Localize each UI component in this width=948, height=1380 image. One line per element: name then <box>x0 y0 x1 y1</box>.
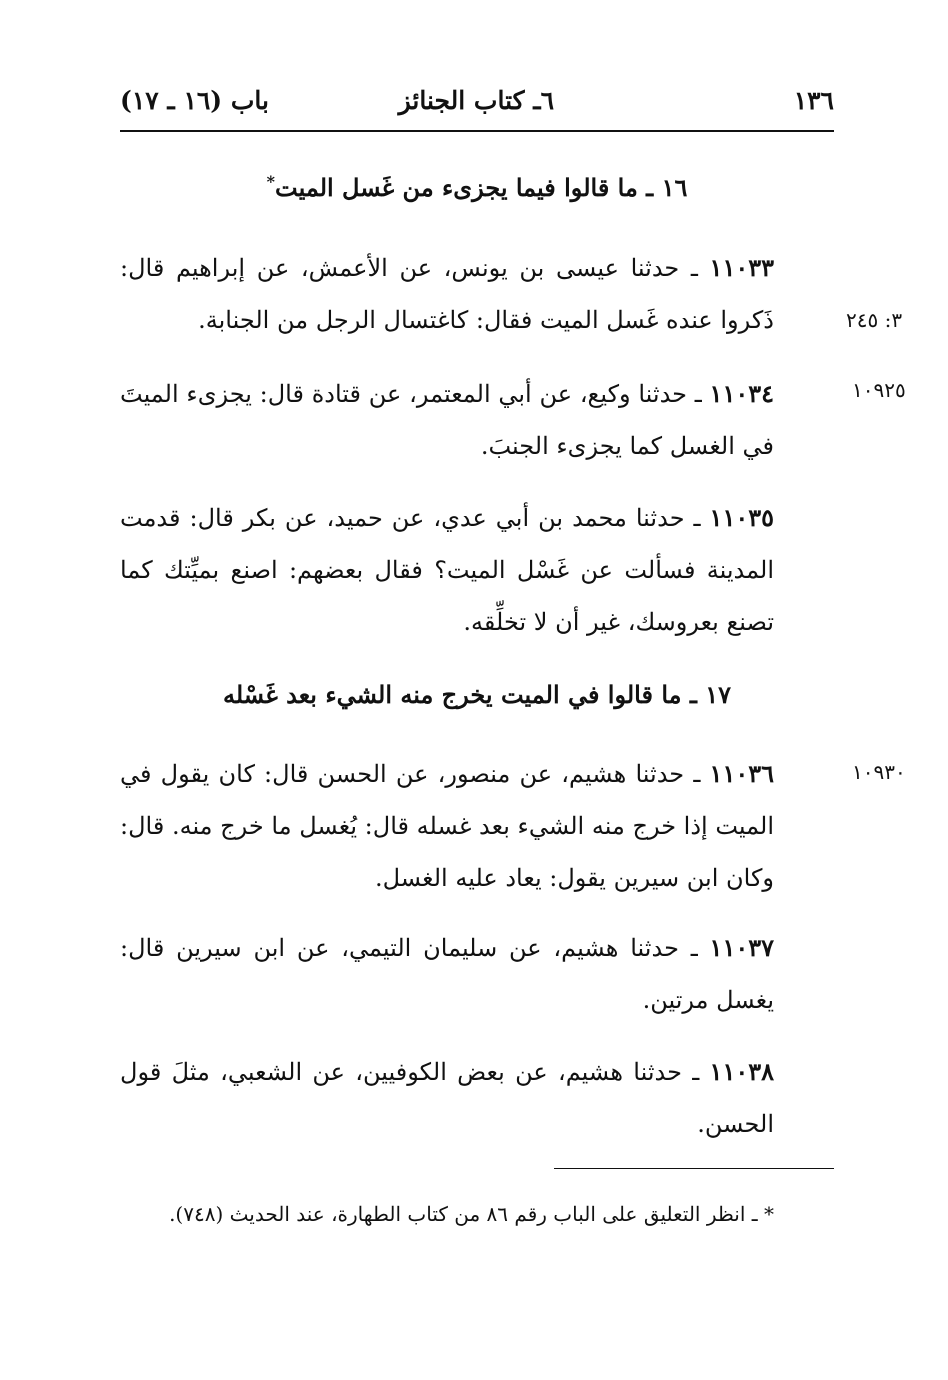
hadith-text: ـ حدثنا وكيع، عن أبي المعتمر، عن قتادة قال: يجزىء الميتَ في الغسل كما يجزىء الجنبَ. <box>120 380 774 460</box>
chapter-range: باب (١٦ ـ ١٧) <box>120 86 269 115</box>
footnote-rule <box>554 1168 834 1169</box>
chapter-16-title: ١٦ ـ ما قالوا فيما يجزىء من غَسل الميت <box>275 173 688 202</box>
hadith-number: ١١٠٣٥ <box>709 503 774 532</box>
hadith-text: ـ حدثنا عيسى بن يونس، عن الأعمش، عن إبراهيم قال: ذَكروا عنده غَسل الميت فقال: كاغتسال الرجل من الجنابة. <box>120 254 774 334</box>
hadith-11035 <box>120 492 834 648</box>
margin-reference: ٣: ٢٤٥ <box>846 308 903 332</box>
hadith-11033 <box>120 242 834 346</box>
hadith-11034 <box>120 368 834 472</box>
margin-reference: ١٠٩٣٠ <box>852 760 906 784</box>
hadith-11036 <box>120 748 834 904</box>
hadith-text: ـ حدثنا محمد بن أبي عدي، عن حميد، عن بكر قال: قدمت المدينة فسألت عن غَسْل الميت؟ فقال بعضهم: اصنع بميِّتك كما تصنع بعروسك، غير أن لا تخلِّقه. <box>120 504 774 636</box>
book-title: ٦ـ كتاب الجنائز <box>398 86 554 115</box>
hadith-text: ـ حدثنا هشيم، عن سليمان التيمي، عن ابن سيرين قال: يغسل مرتين. <box>120 934 774 1014</box>
chapter-17-heading <box>120 680 834 709</box>
footnote-marker: * <box>266 172 276 191</box>
footnote <box>120 1192 834 1236</box>
chapter-16-heading <box>120 172 834 202</box>
footnote-text: ـ انظر التعليق على الباب رقم ٨٦ من كتاب الطهارة، عند الحديث (٧٤٨). <box>169 1202 764 1226</box>
hadith-number: ١١٠٣٦ <box>709 759 774 788</box>
hadith-number: ١١٠٣٨ <box>709 1057 774 1086</box>
hadith-text: ـ حدثنا هشيم، عن منصور، عن الحسن قال: كان يقول في الميت إذا خرج منه الشيء بعد غسله قال: يُغسل ما خرج منه. قال: وكان ابن سيرين يقول: يعاد عليه الغسل. <box>120 760 774 892</box>
hadith-11038 <box>120 1046 834 1150</box>
page-header <box>120 86 834 126</box>
page-number: ١٣٦ <box>793 86 834 115</box>
footnote-marker: * <box>764 1202 774 1226</box>
margin-reference: ١٠٩٢٥ <box>852 378 906 402</box>
chapter-17-title: ١٧ ـ ما قالوا في الميت يخرج منه الشيء بعد غَسْله <box>222 680 732 709</box>
header-rule <box>120 130 834 132</box>
hadith-number: ١١٠٣٣ <box>709 253 774 282</box>
hadith-number: ١١٠٣٧ <box>709 933 774 962</box>
hadith-11037 <box>120 922 834 1026</box>
hadith-number: ١١٠٣٤ <box>709 379 774 408</box>
hadith-text: ـ حدثنا هشيم، عن بعض الكوفيين، عن الشعبي، مثلَ قول الحسن. <box>120 1058 774 1138</box>
